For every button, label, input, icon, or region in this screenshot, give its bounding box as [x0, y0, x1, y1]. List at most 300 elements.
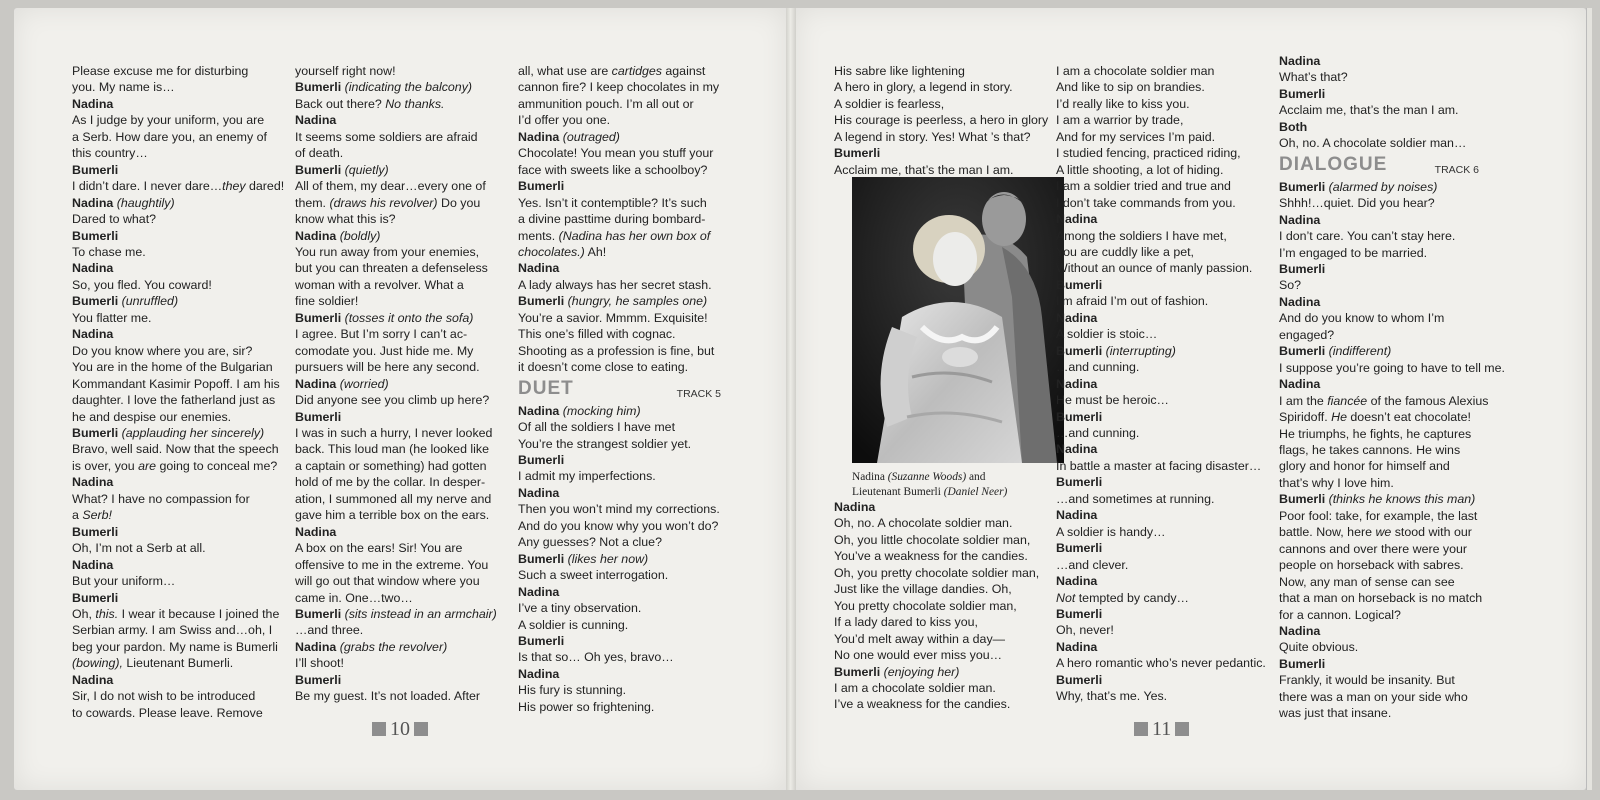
line-text: a Serb. How dare you, an enemy of [72, 129, 267, 144]
dialogue-line [1056, 524, 1266, 540]
speaker-name: Bumerli [1279, 261, 1326, 276]
page-number-left [372, 718, 428, 741]
speaker-line [1056, 441, 1266, 457]
line-text: Among the soldiers I have met, [1056, 228, 1227, 243]
dialogue-line [518, 617, 721, 633]
speaker-name: Nadina [1279, 294, 1321, 309]
dialogue-line [834, 647, 1039, 663]
line-text: I studied fencing, practiced riding, [1056, 146, 1241, 161]
line-text: woman with a revolver. What a [295, 277, 464, 292]
speaker-line [72, 260, 284, 276]
speaker-line [72, 96, 284, 112]
stage-direction: (alarmed by noises) [1328, 179, 1438, 194]
dialogue-line [295, 458, 497, 474]
line-text: hold of me by the collar. In desper- [295, 475, 486, 490]
dialogue-line [72, 409, 284, 425]
line-text-after: I wear it because I joined the [118, 606, 280, 621]
speaker-line [518, 452, 721, 468]
speaker-line [518, 129, 721, 145]
speaker-line [1279, 86, 1479, 102]
line-text: I’ve a weakness for the candies. [834, 697, 1011, 712]
dialogue-line [518, 310, 721, 326]
speaker-line [1279, 53, 1479, 69]
line-text: Did anyone see you climb up here? [295, 393, 490, 408]
line-text: a divine pasttime during bombard- [518, 212, 706, 227]
line-text: for a cannon. Logical? [1279, 607, 1401, 622]
dialogue-line [1279, 69, 1479, 85]
speaker-line [518, 178, 721, 194]
dialogue-line [1279, 442, 1479, 458]
dialogue-line [834, 581, 1039, 597]
line-text: If a lady dared to kiss you, [834, 615, 978, 630]
speaker-name: Nadina [1056, 376, 1098, 391]
line-text: was just that insane. [1279, 706, 1392, 721]
dialogue-line [1056, 79, 1266, 95]
speaker-line [1279, 119, 1479, 135]
speaker-line [1279, 656, 1479, 672]
line-text: glory and honor for himself and [1279, 459, 1450, 474]
line-text: I am a soldier tried and true and [1056, 179, 1231, 194]
dialogue-line [834, 162, 1048, 178]
line-text: battle. Now, here [1279, 525, 1376, 540]
dialogue-line [295, 392, 497, 408]
line-text: I am a chocolate soldier man. [834, 680, 996, 695]
dialogue-line [518, 600, 721, 616]
speaker-line [1279, 179, 1479, 195]
dialogue-line [72, 540, 284, 556]
dialogue-line [1279, 393, 1489, 409]
speaker-line [1056, 639, 1266, 655]
dialogue-line [1279, 557, 1479, 573]
line-text: of death. [295, 146, 344, 161]
dialogue-line [295, 343, 497, 359]
speaker-name: Bumerli [1056, 541, 1103, 556]
dialogue-line [1056, 112, 1266, 128]
speaker-line [72, 228, 284, 244]
page-number-text: 10 [390, 718, 410, 740]
line-text: You flatter me. [72, 310, 152, 325]
line-text: pursuers will be here any second. [295, 360, 480, 375]
folio-square-icon [372, 722, 386, 736]
line-text: yourself right now! [295, 64, 396, 78]
line-text: Please excuse me for disturbing [72, 64, 249, 78]
dialogue-line [518, 534, 721, 550]
speaker-name: Nadina [295, 113, 337, 128]
line-text: Do you know where you are, sir? [72, 343, 253, 358]
dialogue-line [295, 590, 497, 606]
dialogue-line [1279, 360, 1505, 376]
dialogue-line [1279, 195, 1479, 211]
speaker-line [295, 606, 497, 622]
speaker-line [1279, 491, 1479, 507]
line-text: Oh, I’m not a Serb at all. [72, 541, 206, 556]
speaker-line [1056, 606, 1266, 622]
line-text: is over, you [72, 458, 139, 473]
line-text: His power so frightening. [518, 699, 655, 714]
dialogue-line [834, 96, 1048, 112]
line-text: Without an ounce of manly passion. [1056, 261, 1253, 276]
dialogue-line [72, 244, 284, 260]
dialogue-line [72, 376, 284, 392]
dialogue-line [72, 112, 284, 128]
dialogue-line [518, 244, 721, 260]
line-text: will go out that window where you [295, 574, 480, 589]
left-column-1 [72, 63, 284, 721]
dialogue-line [1056, 63, 1266, 79]
line-text: Oh, [72, 606, 96, 621]
speaker-name: Bumerli [1279, 656, 1326, 671]
dialogue-line [1056, 244, 1266, 260]
dialogue-line [1279, 102, 1479, 118]
line-emphasis: Serb! [82, 508, 112, 523]
stage-direction: (tosses it onto the sofa) [344, 310, 474, 325]
dialogue-line [1279, 409, 1479, 425]
dialogue-line [72, 688, 284, 704]
dialogue-line [72, 639, 284, 655]
dialogue-line [295, 474, 497, 490]
dialogue-line [72, 79, 284, 95]
speaker-name: Bumerli [1056, 409, 1103, 424]
line-text: This one’s filled with cognac. [518, 327, 676, 342]
dialogue-line [834, 112, 1048, 128]
line-text: And do you know why you won’t do? [518, 518, 719, 533]
production-photo [852, 177, 1064, 463]
dialogue-line [295, 63, 497, 79]
dialogue-line [1279, 310, 1479, 326]
dialogue-line [834, 515, 1039, 531]
line-emphasis: (Nadina has her own box of [558, 228, 711, 243]
line-text: I’m afraid I’m out of fashion. [1056, 294, 1209, 309]
speaker-line [1056, 540, 1266, 556]
right-column-3 [1279, 53, 1505, 722]
dialogue-line [1056, 195, 1266, 211]
line-text: …and sometimes at running. [1056, 491, 1215, 506]
speaker-line [834, 499, 1039, 515]
line-text: A soldier is fearless, [834, 96, 945, 111]
line-text: You are cuddly like a pet, [1056, 244, 1194, 259]
line-text: this country… [72, 146, 148, 161]
line-text: No one would ever miss you… [834, 648, 1003, 663]
dialogue-line [1056, 491, 1266, 507]
dialogue-line [1279, 574, 1479, 590]
dialogue-line [72, 359, 284, 375]
speaker-line [72, 474, 284, 490]
speaker-line [295, 524, 497, 540]
line-text: His sabre like lightening [834, 64, 965, 78]
speaker-name: Nadina [1056, 508, 1098, 523]
line-text: face with sweets like a schoolboy? [518, 162, 708, 177]
speaker-line [518, 551, 721, 567]
stage-direction: (worried) [339, 376, 389, 391]
speaker-name: Nadina [518, 485, 560, 500]
stage-direction: (thinks he knows this man) [1328, 492, 1476, 507]
speaker-line [295, 409, 497, 425]
speaker-line [1056, 409, 1266, 425]
speaker-line [1279, 212, 1479, 228]
line-text: know what this is? [295, 212, 396, 227]
speaker-line [72, 672, 284, 688]
speaker-name: Nadina [1056, 442, 1098, 457]
dialogue-line [72, 705, 284, 721]
speaker-name: Nadina [72, 475, 114, 490]
line-text: I agree. But I’m sorry I can’t ac- [295, 327, 468, 342]
speaker-line [72, 293, 284, 309]
dialogue-line [834, 614, 1039, 630]
line-text: Frankly, it would be insanity. But [1279, 673, 1455, 688]
speaker-line [1056, 573, 1266, 589]
dialogue-line [295, 293, 497, 309]
speaker-name: Nadina [72, 557, 114, 572]
speaker-name: Nadina [1056, 639, 1098, 654]
line-text: people on horseback with sabres. [1279, 558, 1464, 573]
dialogue-line [1056, 326, 1266, 342]
dialogue-line [72, 310, 284, 326]
line-text: Shooting as a profession is fine, but [518, 343, 715, 358]
line-text: daughter. I love the fatherland just as [72, 393, 276, 408]
dialogue-line [518, 518, 721, 534]
line-text: …and cunning. [1056, 425, 1140, 440]
line-text: cannons and over there were your [1279, 541, 1468, 556]
speaker-name: Nadina [834, 500, 876, 514]
dialogue-line [1056, 458, 1266, 474]
dialogue-line [1056, 655, 1266, 671]
section-title: DIALOGUE [1279, 153, 1388, 175]
line-text: Acclaim me, that’s the man I am. [834, 162, 1014, 177]
dialogue-line [72, 277, 284, 293]
speaker-name: Nadina [518, 261, 560, 276]
speaker-name: Bumerli [72, 590, 119, 605]
dialogue-line [518, 343, 721, 359]
speaker-name: Bumerli [1279, 179, 1326, 194]
dialogue-line [1279, 458, 1479, 474]
line-text: he and despise our enemies. [72, 409, 232, 424]
speaker-line [518, 293, 721, 309]
dialogue-line [1056, 145, 1266, 161]
dialogue-line [1056, 293, 1266, 309]
dialogue-line [72, 622, 284, 638]
line-text: You’ve a weakness for the candies. [834, 549, 1028, 564]
speaker-name: Nadina [1279, 623, 1321, 638]
dialogue-line [295, 96, 497, 112]
page-number-text: 11 [1152, 718, 1172, 740]
line-text: His fury is stunning. [518, 683, 627, 698]
line-text: to cowards. Please leave. Remove [72, 705, 263, 720]
dialogue-line [1056, 162, 1266, 178]
speaker-line [1056, 211, 1266, 227]
speaker-name: Nadina [295, 639, 337, 654]
line-text: Oh, you little chocolate soldier man, [834, 532, 1031, 547]
speaker-line [518, 403, 721, 419]
line-text: Then you won’t mind my corrections. [518, 502, 720, 517]
line-text: back. This loud man (he looked like [295, 442, 489, 457]
line-text: So, you fled. You coward! [72, 277, 212, 292]
speaker-name: Nadina [72, 96, 114, 111]
line-emphasis: cartidges [611, 64, 662, 78]
line-text: you. My name is… [72, 80, 175, 95]
dialogue-line [1279, 228, 1479, 244]
speaker-name: Bumerli [295, 80, 342, 95]
dialogue-line [518, 79, 721, 95]
dialogue-line [518, 96, 721, 112]
dialogue-line [518, 112, 721, 128]
speaker-name: Nadina [1056, 574, 1098, 589]
line-text: that a man on horseback is no match [1279, 591, 1483, 606]
line-text-after: Lieutenant Bumerli. [122, 656, 234, 671]
speaker-name: Bumerli [72, 228, 119, 243]
dialogue-line [295, 688, 497, 704]
dialogue-line [518, 649, 721, 665]
speaker-name: Bumerli [295, 409, 342, 424]
line-text: A box on the ears! Sir! You are [295, 541, 463, 556]
line-emphasis: chocolates.) [518, 244, 585, 259]
line-text: Oh, no. A chocolate soldier man. [834, 516, 1013, 531]
line-text: A lady always has her secret stash. [518, 277, 712, 292]
speaker-name: Bumerli [295, 606, 342, 621]
line-emphasis: we [1375, 525, 1392, 540]
speaker-name: Bumerli [1279, 86, 1326, 101]
line-text: I’d offer you one. [518, 113, 611, 128]
line-text: …and cunning. [1056, 360, 1140, 375]
line-text: But your uniform… [72, 574, 176, 589]
line-emphasis: No thanks. [385, 96, 445, 111]
speaker-name: Bumerli [72, 425, 119, 440]
line-text: What? I have no compassion for [72, 491, 250, 506]
line-text: A soldier is cunning. [518, 617, 629, 632]
line-text: …and clever. [1056, 557, 1129, 572]
line-emphasis: they [222, 179, 246, 194]
line-text: Such a sweet interrogation. [518, 568, 669, 583]
dialogue-line [295, 425, 497, 441]
dialogue-line [1056, 359, 1266, 375]
stage-direction: (quietly) [344, 162, 389, 177]
speaker-line [1279, 261, 1479, 277]
speaker-line [295, 376, 497, 392]
line-text: a captain or something) had gotten [295, 458, 487, 473]
line-text: So? [1279, 278, 1302, 293]
dialogue-line [72, 606, 284, 622]
speaker-line [295, 112, 497, 128]
section-heading [1279, 153, 1479, 177]
caption-actor: (Daniel Neer) [943, 486, 1008, 498]
speaker-name: Bumerli [1056, 672, 1103, 687]
dialogue-line [295, 129, 497, 145]
stage-direction: (boldly) [339, 228, 381, 243]
line-text: You’re a savior. Mmmm. Exquisite! [518, 310, 708, 325]
line-text: A soldier is stoic… [1056, 327, 1158, 342]
line-text-after: of the famous Alexius [1367, 393, 1489, 408]
line-text: His courage is peerless, a hero in glory [834, 113, 1049, 128]
line-text: there was a man on your side who [1279, 689, 1468, 704]
dialogue-line [72, 211, 284, 227]
dialogue-line [72, 441, 284, 457]
line-text: flags, he takes cannons. He wins [1279, 442, 1461, 457]
line-text: I don’t take commands from you. [1056, 195, 1236, 210]
dialogue-line [72, 145, 284, 161]
dialogue-line [72, 655, 284, 671]
line-text: gave him a terrible box on the ears. [295, 508, 490, 523]
dialogue-line [518, 436, 721, 452]
line-text: comodate you. Just hide me. My [295, 343, 474, 358]
track-label: TRACK 6 [1434, 163, 1479, 176]
dialogue-line [1056, 688, 1266, 704]
stage-direction: (interrupting) [1105, 343, 1176, 358]
line-text: I don’t care. You can’t stay here. [1279, 229, 1456, 244]
speaker-line [518, 666, 721, 682]
folio-square-icon [1134, 722, 1148, 736]
line-text: You are in the home of the Bulgarian [72, 360, 273, 375]
line-text-after: stood with our [1391, 525, 1472, 540]
line-text-after: going to conceal me? [156, 458, 278, 473]
section-title: DUET [518, 377, 574, 399]
speaker-name: Bumerli [1056, 475, 1103, 490]
line-text: A hero romantic who’s never pedantic. [1056, 656, 1266, 671]
dialogue-line [518, 211, 721, 227]
dialogue-line [518, 326, 721, 342]
line-text: Dared to what? [72, 212, 157, 227]
line-emphasis: He [1331, 410, 1347, 425]
dialogue-line [834, 129, 1048, 145]
speaker-line [72, 326, 284, 342]
line-text: It seems some soldiers are afraid [295, 129, 478, 144]
dialogue-line [834, 680, 1039, 696]
line-emphasis: fiancée [1327, 393, 1368, 408]
line-text-after: doesn’t eat chocolate! [1346, 410, 1471, 425]
stage-direction: (outraged) [562, 129, 620, 144]
line-text: A little shooting, a lot of hiding. [1056, 162, 1224, 177]
right-column-1-top [834, 63, 1048, 178]
stage-direction: (indifferent) [1328, 344, 1392, 359]
speaker-line [1056, 277, 1266, 293]
line-text: He must be heroic… [1056, 393, 1169, 408]
line-text: that’s why I love him. [1279, 475, 1394, 490]
section-heading [518, 377, 721, 401]
speaker-name: Bumerli [518, 633, 565, 648]
speaker-name: Nadina [1279, 212, 1321, 227]
speaker-line [295, 228, 497, 244]
dialogue-line [295, 277, 497, 293]
stage-direction: (hungry, he samples one) [567, 294, 708, 309]
speaker-line [72, 195, 284, 211]
line-text: I am the [1279, 393, 1328, 408]
dialogue-line [72, 129, 284, 145]
line-text: I was in such a hurry, I never looked [295, 425, 493, 440]
speaker-name: Bumerli [1056, 343, 1103, 358]
speaker-line [295, 162, 497, 178]
line-text: Spiridoff. [1279, 410, 1332, 425]
speaker-name: Nadina [72, 672, 114, 687]
line-text: I am a warrior by trade, [1056, 113, 1184, 128]
stage-direction: (likes her now) [567, 551, 649, 566]
speaker-name: Bumerli [518, 452, 565, 467]
line-text: but you can threaten a defenseless [295, 261, 488, 276]
dialogue-line [72, 178, 284, 194]
gutter [786, 8, 796, 790]
dialogue-line [295, 260, 497, 276]
dialogue-line [1279, 135, 1479, 151]
line-text: You run away from your enemies, [295, 244, 480, 259]
line-text: I didn’t dare. I never dare… [72, 179, 223, 194]
speaker-name: Bumerli [1279, 492, 1326, 507]
speaker-name: Nadina [1279, 54, 1321, 68]
line-text: Now, any man of sense can see [1279, 574, 1455, 589]
line-text: Shhh!…quiet. Did you hear? [1279, 196, 1435, 211]
dialogue-line [1279, 639, 1479, 655]
dialogue-line [1056, 129, 1266, 145]
dialogue-line [518, 501, 721, 517]
speaker-line [518, 633, 721, 649]
speaker-name: Nadina [1056, 310, 1098, 325]
speaker-line [72, 524, 284, 540]
